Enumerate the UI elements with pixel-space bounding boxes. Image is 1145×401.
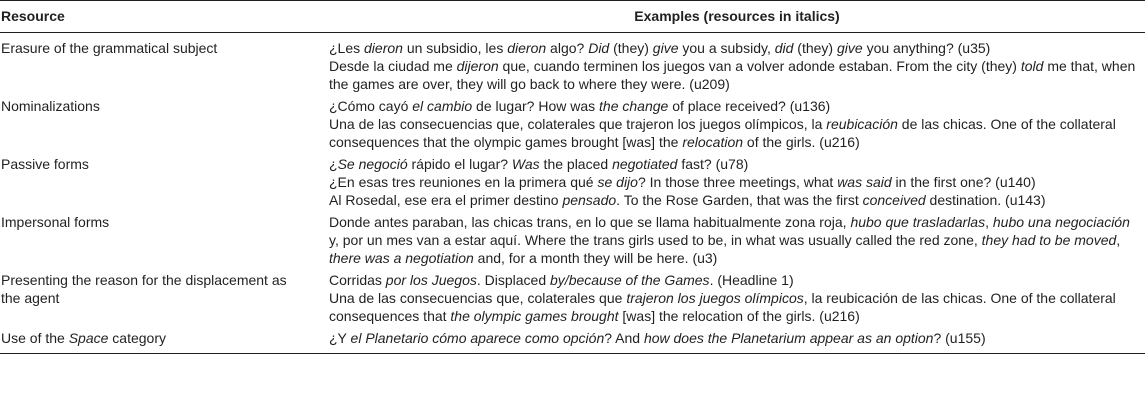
italic-resource-text: the change xyxy=(599,98,669,114)
text-run: Donde antes paraban, las chicas trans, en lo que se llama habitualmente zona roja, xyxy=(329,214,851,230)
italic-resource-text: dieron xyxy=(364,40,403,56)
text-run: [was] the relocation of the girls. (u216) xyxy=(618,308,860,324)
italic-resource-text: how does the Planetarium appear as an option xyxy=(643,330,934,346)
italic-resource-text: conceived xyxy=(862,192,926,208)
text-run: de lugar? How was xyxy=(472,98,600,114)
italic-resource-text: they had to be moved xyxy=(981,232,1117,248)
resource-cell xyxy=(0,327,328,354)
examples-cell xyxy=(328,95,1145,153)
examples-cell xyxy=(328,327,1145,354)
text-run: , xyxy=(985,214,993,230)
text-run: . (Headline 1) xyxy=(709,272,794,288)
text-run: , la reubicación de las chicas. One of the collateral consequences that xyxy=(329,290,1116,324)
resource-cell xyxy=(0,33,328,96)
resource-cell xyxy=(0,211,328,269)
examples-cell xyxy=(328,153,1145,211)
italic-resource-text: give xyxy=(652,40,679,56)
text-run: ¿En esas tres reuniones en la primera qué xyxy=(329,174,598,190)
text-run: category xyxy=(108,330,166,346)
text-run: Passive forms xyxy=(1,156,89,172)
italic-resource-text: hubo que trasladarlas xyxy=(850,214,986,230)
text-run: ¿ xyxy=(329,156,338,172)
italic-resource-text: Did xyxy=(588,40,610,56)
resource-cell xyxy=(0,153,328,211)
text-run: . To the Rose Garden, that was the first xyxy=(616,192,863,208)
text-run: ¿Cómo cayó xyxy=(329,98,413,114)
example-line xyxy=(329,271,1141,289)
text-run: fast? (u78) xyxy=(677,156,749,172)
resource-cell xyxy=(0,269,328,327)
italic-resource-text: dieron xyxy=(507,40,547,56)
example-line xyxy=(329,57,1141,93)
example-line xyxy=(329,97,1141,115)
italic-resource-text: se dijo xyxy=(597,174,638,190)
example-line xyxy=(329,289,1141,325)
text-run: and, for a month they will be here. (u3) xyxy=(473,250,718,266)
text-run: y, por un mes van a estar aquí. Where the trans girls used to be, in what was usually called the red zone, xyxy=(329,232,982,248)
table-row xyxy=(0,95,1145,153)
text-run: ¿Y xyxy=(329,330,351,346)
italic-resource-text: el cambio xyxy=(412,98,473,114)
italic-resource-text: trajeron los juegos olímpicos xyxy=(626,290,804,306)
text-run: , xyxy=(1116,232,1121,248)
text-run: (they) xyxy=(793,40,837,56)
text-run: of place received? (u136) xyxy=(668,98,831,114)
text-run: Nominalizations xyxy=(1,98,100,114)
text-run: ¿Les xyxy=(329,40,365,56)
example-line xyxy=(329,329,1141,347)
italic-resource-text: give xyxy=(837,40,863,56)
example-line xyxy=(329,191,1141,209)
text-run: Erasure of the grammatical subject xyxy=(1,40,218,56)
table-row xyxy=(0,211,1145,269)
examples-cell xyxy=(328,211,1145,269)
text-run: me that, when the games are over, they will go back to where they were. (u209) xyxy=(329,58,1136,92)
italic-resource-text: pensado xyxy=(562,192,617,208)
italic-resource-text: por los Juegos xyxy=(385,272,477,288)
text-run: Impersonal forms xyxy=(1,214,110,230)
italic-resource-text: there was a negotiation xyxy=(329,250,474,266)
table-row xyxy=(0,327,1145,354)
text-run: ? And xyxy=(604,330,644,346)
text-run: you a subsidy, xyxy=(678,40,775,56)
text-run: destination. (u143) xyxy=(925,192,1046,208)
text-run: you anything? (u35) xyxy=(862,40,991,56)
text-run: Al Rosedal, ese era el primer destino xyxy=(329,192,563,208)
italic-resource-text: Was xyxy=(511,156,540,172)
examples-cell xyxy=(328,33,1145,96)
text-run: algo? xyxy=(546,40,589,56)
text-run: Corridas xyxy=(329,272,386,288)
table-body xyxy=(0,33,1145,354)
resource-cell xyxy=(0,95,328,153)
italic-resource-text: did xyxy=(774,40,794,56)
text-run: the placed xyxy=(539,156,613,172)
italic-resource-text: told xyxy=(1020,58,1044,74)
text-run: ? In those three meetings, what xyxy=(637,174,838,190)
header-resource: Resource xyxy=(0,1,328,33)
text-run: ? (u155) xyxy=(933,330,986,346)
italic-resource-text: was said xyxy=(837,174,892,190)
example-line xyxy=(329,39,1141,57)
examples-cell xyxy=(328,269,1145,327)
example-line xyxy=(329,115,1141,151)
example-line xyxy=(329,213,1141,267)
text-run: of the girls. (u216) xyxy=(743,134,860,150)
text-run: rápido el lugar? xyxy=(407,156,512,172)
italic-resource-text: by/because of the Games xyxy=(550,272,710,288)
table-row xyxy=(0,33,1145,96)
table-row xyxy=(0,153,1145,211)
example-line xyxy=(329,173,1141,191)
text-run: Use of the xyxy=(1,330,69,346)
example-line xyxy=(329,155,1141,173)
text-run: un subsidio, les xyxy=(402,40,508,56)
italic-resource-text: relocation xyxy=(682,134,744,150)
text-run: de las chicas. One of the collateral consequences that the olympic games brought [was] the xyxy=(329,116,1116,150)
italic-resource-text: Se negoció xyxy=(337,156,408,172)
text-run: (they) xyxy=(609,40,653,56)
text-run: in the first one? (u140) xyxy=(891,174,1036,190)
text-run: Una de las consecuencias que, colaterales que trajeron los juegos olímpicos, la xyxy=(329,116,827,132)
italic-resource-text: reubicación xyxy=(826,116,898,132)
text-run: Desde la ciudad me xyxy=(329,58,457,74)
header-examples: Examples (resources in italics) xyxy=(328,1,1145,33)
italic-resource-text: el Planetario cómo aparece como opción xyxy=(350,330,605,346)
text-run: . Displaced xyxy=(476,272,551,288)
text-run: que, cuando terminen los juegos van a volver adonde estaban. From the city (they) xyxy=(498,58,1021,74)
text-run: Presenting the reason for the displacement as the agent xyxy=(1,272,287,306)
italic-resource-text: negotiated xyxy=(612,156,678,172)
italic-resource-text: dijeron xyxy=(456,58,499,74)
italic-resource-text: Space xyxy=(68,330,109,346)
italic-resource-text: hubo una negociación xyxy=(992,214,1130,230)
table-row xyxy=(0,269,1145,327)
text-run: Una de las consecuencias que, colaterales que xyxy=(329,290,627,306)
header-row xyxy=(0,1,1145,33)
italic-resource-text: the olympic games brought xyxy=(450,308,619,324)
